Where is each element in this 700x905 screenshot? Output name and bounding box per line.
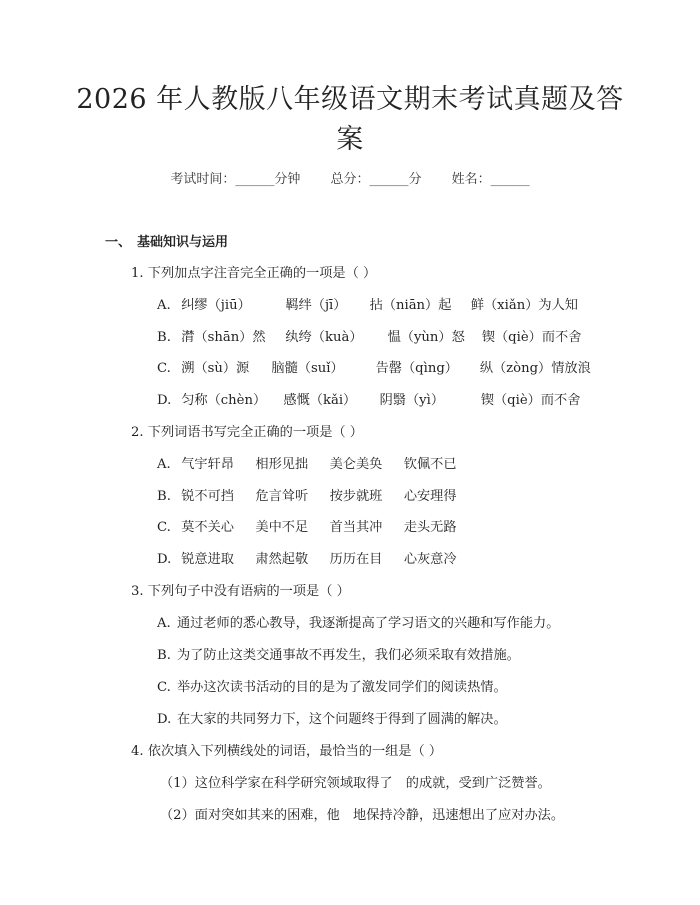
option-row [157,485,457,504]
question-stem: 1. 下列加点字注音完全正确的一项是（ ） [131,266,377,281]
exam-score: 总分：______分 [330,172,422,187]
option-label: D. [157,393,172,408]
section-number: 一、 [105,235,132,250]
option-label: D. [157,712,172,727]
option-text: 在大家的共同努力下，这个问题终于得到了圆满的解决。 [177,712,507,727]
option-word: 气宇轩昂 [181,457,234,472]
option-row [157,453,457,472]
option-word: 锐意进取 [181,552,234,567]
option-word: 阴翳（yì） [379,393,445,408]
option-word: 感慨（kǎi） [283,393,357,408]
option-label: B. [157,330,171,345]
option-label: C. [157,680,171,695]
sub-question: （1）这位科学家在科学研究领域取得了 的成就，受到广泛赞誉。 [160,776,551,791]
option-label: A. [157,298,171,313]
option-word: 走头无路 [403,520,457,535]
option-row [157,357,591,376]
student-name: 姓名：______ [451,172,530,187]
option-word: 告罄（qìng） [375,361,458,376]
option-word: 锲（qiè）而不舍 [481,330,582,345]
option-word: 愠（yùn）怒 [387,330,465,345]
option-word: 拈（niān）起 [369,298,452,313]
section-title: 基础知识与运用 [137,235,229,250]
page-title-line1: 2026 年人教版八年级语文期末考试真题及答 [76,84,624,115]
question-stem: 2. 下列词语书写完全正确的一项是（ ） [131,425,363,440]
option-label: C. [157,520,171,535]
option-text: 通过老师的悉心教导，我逐渐提高了学习语文的兴趣和写作能力。 [177,616,560,631]
option-word: 心安理得 [403,489,457,504]
option-row [157,644,520,663]
option-word: 按步就班 [329,489,383,504]
option-word: 纠缪（jiū） [181,298,251,313]
option-row [157,612,559,631]
option-label: B. [157,648,171,663]
option-label: C. [157,361,171,376]
option-text: 举办这次读书活动的目的是为了激发同学们的阅读热情。 [177,680,507,695]
option-word: 脑髓（suǐ） [271,361,344,376]
option-row [157,548,457,567]
option-row [157,516,457,535]
option-word: 潸（shān）然 [181,330,266,345]
option-word: 纨绔（kuà） [285,330,363,345]
option-word: 溯（sù）源 [181,361,250,376]
option-word: 心灰意冷 [403,552,457,567]
option-word: 钦佩不已 [403,457,457,472]
option-word: 锐不可挡 [181,489,234,504]
option-word: 锲（qiè）而不舍 [480,393,581,408]
option-label: B. [157,489,171,504]
option-label: D. [157,552,172,567]
option-row [157,294,578,313]
question-stem: 3. 下列句子中没有语病的一项是（ ） [131,584,350,599]
option-word: 莫不关心 [181,520,234,535]
option-row [157,708,507,727]
option-text: 为了防止这类交通事故不再发生，我们必须采取有效措施。 [177,648,520,663]
option-word: 历历在目 [329,552,383,567]
exam-time: 考试时间：______分钟 [170,172,301,187]
option-row [157,676,507,695]
page-title-line2: 案 [336,124,364,155]
sub-question: （2）面对突如其来的困难，他 地保持冷静，迅速想出了应对办法。 [160,808,565,823]
exam-meta [0,168,700,187]
option-word: 羁绊（jī） [285,298,347,313]
page-title [0,80,700,160]
option-word: 肃然起敬 [255,552,309,567]
option-word: 首当其冲 [329,520,383,535]
option-label: A. [157,457,171,472]
question-stem: 4. 依次填入下列横线处的词语，最恰当的一组是（ ） [131,744,443,759]
option-row [157,326,581,345]
option-word: 危言耸听 [255,489,309,504]
option-word: 美仑美奂 [329,457,383,472]
option-word: 美中不足 [255,520,309,535]
section-heading [105,231,228,250]
option-row [157,389,580,408]
option-word: 鲜（xiǎn）为人知 [470,298,578,313]
option-word: 匀称（chèn） [181,393,267,408]
option-word: 纵（zòng）情放浪 [479,361,591,376]
option-word: 相形见拙 [255,457,309,472]
option-label: A. [157,616,171,631]
